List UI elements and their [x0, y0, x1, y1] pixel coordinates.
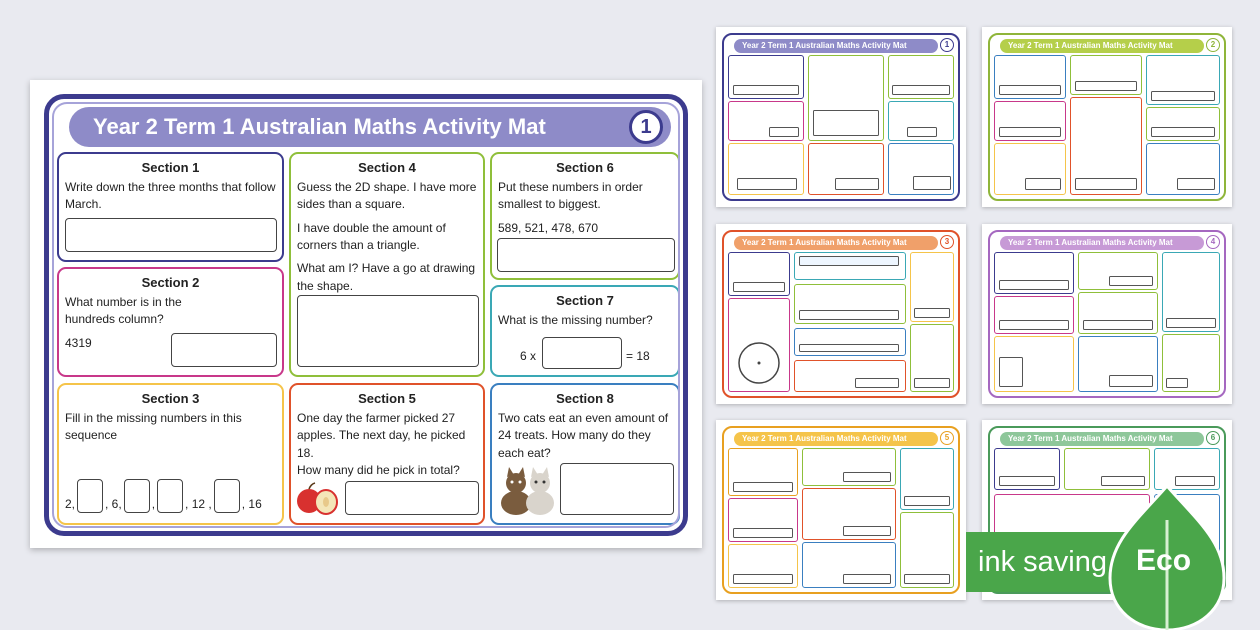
activity-mat-sheet [30, 80, 702, 548]
thumbnail-answer-box [799, 344, 899, 352]
thumbnail-section [994, 101, 1066, 141]
thumbnail-title-banner [1000, 236, 1204, 250]
thumbnail-section [728, 143, 804, 195]
thumbnail-answer-box [1151, 127, 1215, 137]
thumbnail-section [728, 101, 804, 141]
thumbnail-number-badge: 4 [1206, 235, 1220, 249]
section-2 [57, 267, 284, 377]
thumbnail-section [794, 360, 906, 392]
sequence-number: , 16 [241, 496, 262, 511]
thumbnail-section [910, 324, 954, 392]
section-1 [57, 152, 284, 262]
thumbnail-mat-1[interactable] [716, 27, 966, 207]
thumbnail-title: Year 2 Term 1 Australian Maths Activity Mat [1008, 238, 1173, 247]
thumbnail-section [994, 55, 1066, 99]
thumbnail-answer-box [813, 110, 879, 136]
section-6 [490, 152, 680, 280]
thumbnail-answer-box [1109, 276, 1153, 286]
answer-box[interactable] [171, 333, 277, 367]
answer-box[interactable] [345, 481, 479, 515]
thumbnail-mat-2[interactable] [982, 27, 1232, 207]
thumbnail-section [1146, 143, 1220, 195]
thumbnail-title-banner [734, 432, 938, 446]
thumbnail-section [1078, 252, 1158, 290]
section-heading: Section 8 [556, 391, 614, 406]
sequence-blank[interactable] [214, 479, 240, 513]
thumbnail-answer-box [799, 310, 899, 320]
sequence-number: , 12 , [185, 496, 212, 511]
section-question: I have double the amount of corners than a triangle. [297, 220, 446, 253]
thumbnail-answer-box [999, 320, 1069, 330]
thumbnail-answer-box [1075, 81, 1137, 91]
section-heading: Section 6 [556, 160, 614, 175]
thumbnail-number-badge: 6 [1206, 431, 1220, 445]
thumbnail-section [994, 143, 1066, 195]
section-question: What is the missing number? [498, 312, 653, 327]
section-question: What am I? Have a go at drawing the shape. [297, 261, 476, 293]
sequence-number: , 6, [105, 496, 122, 511]
thumbnail-title: Year 2 Term 1 Australian Maths Activity Mat [1008, 41, 1173, 50]
cats-icon [494, 459, 560, 519]
section-heading: Section 7 [556, 293, 614, 308]
thumbnail-answer-box [999, 85, 1061, 95]
thumbnail-section [728, 55, 804, 99]
thumbnail-section [794, 328, 906, 356]
thumbnail-answer-box [769, 127, 799, 137]
section-heading: Section 3 [141, 391, 200, 406]
thumbnail-answer-box [999, 280, 1069, 290]
thumbnail-answer-box [737, 178, 797, 190]
thumbnail-answer-box [999, 127, 1061, 137]
section-number: 4319 [65, 335, 92, 350]
sequence-blank[interactable] [124, 479, 150, 513]
section-5 [289, 383, 485, 525]
drawing-box[interactable] [297, 295, 479, 367]
thumbnail-answer-box [914, 378, 950, 388]
section-question: Fill in the missing numbers in this sequence [65, 410, 242, 443]
thumbnail-section [794, 252, 906, 280]
section-numbers: 589, 521, 478, 670 [498, 220, 599, 235]
section-3 [57, 383, 284, 525]
thumbnail-title-banner [1000, 432, 1204, 446]
thumbnail-title: Year 2 Term 1 Australian Maths Activity Mat [742, 41, 907, 50]
thumbnail-answer-box [855, 378, 899, 388]
mat-frame [44, 94, 688, 536]
thumbnail-answer-box [892, 85, 950, 95]
thumbnail-answer-box [733, 574, 793, 584]
thumbnail-answer-box [1166, 378, 1188, 388]
thumbnail-section [808, 143, 884, 195]
equation-left: 6 x [520, 348, 537, 363]
eco-label: Eco [1136, 544, 1192, 577]
section-heading: Section 4 [358, 160, 416, 175]
thumbnail-section [728, 544, 798, 588]
section-heading: Section 2 [141, 275, 200, 290]
section-4 [289, 152, 485, 377]
mat-title: Year 2 Term 1 Australian Maths Activity Mat [93, 114, 546, 139]
thumbnail-number-badge: 2 [1206, 38, 1220, 52]
thumbnail-answer-box [913, 176, 951, 190]
answer-box[interactable] [560, 463, 674, 515]
section-question: Guess the 2D shape. I have more sides than a square. [297, 179, 477, 212]
thumbnail-title: Year 2 Term 1 Australian Maths Activity Mat [742, 434, 907, 443]
equation-right: = 18 [626, 348, 650, 363]
thumbnail-section [994, 336, 1074, 392]
section-question: What number is in the hundreds column? [65, 294, 182, 327]
thumbnail-mat-4[interactable] [982, 224, 1232, 404]
section-question: One day the farmer picked 27 apples. The next day, he picked 18. [297, 410, 466, 460]
sequence-number: 2, [65, 496, 76, 511]
thumbnail-answer-box [843, 526, 891, 536]
thumbnail-answer-box [799, 256, 899, 266]
thumbnail-answer-box [904, 574, 950, 584]
thumbnail-answer-box [733, 482, 793, 492]
thumbnail-answer-box [1075, 178, 1137, 190]
thumbnail-section [808, 55, 884, 141]
thumbnail-answer-box [843, 574, 891, 584]
thumbnail-section [1070, 55, 1142, 95]
sequence-blank[interactable] [77, 479, 103, 513]
mat-title-banner [69, 107, 671, 147]
thumbnail-title: Year 2 Term 1 Australian Maths Activity Mat [1008, 434, 1173, 443]
thumbnail-mat-3[interactable] [716, 224, 966, 404]
thumbnail-answer-box [1166, 318, 1216, 328]
thumbnail-section [728, 498, 798, 542]
thumbnail-section [1162, 334, 1220, 392]
section-heading: Section 5 [358, 391, 416, 406]
thumbnail-answer-box [1109, 375, 1153, 387]
thumbnail-mat-5[interactable] [716, 420, 966, 600]
thumbnail-answer-box [1025, 178, 1061, 190]
thumbnail-number-badge: 5 [940, 431, 954, 445]
thumbnail-number-badge: 3 [940, 235, 954, 249]
thumbnail-answer-box [907, 127, 937, 137]
thumbnail-section [888, 101, 954, 141]
thumbnail-section [1162, 252, 1220, 332]
thumbnail-section [1078, 292, 1158, 334]
thumbnail-answer-box [914, 308, 950, 318]
thumbnail-answer-box [904, 496, 950, 506]
section-heading: Section 1 [141, 160, 200, 175]
thumbnail-answer-box [999, 357, 1023, 387]
thumbnail-section [794, 284, 906, 324]
section-question: Two cats eat an even amount of 24 treats. How many do they each eat? [498, 410, 669, 460]
thumbnail-answer-box [733, 85, 799, 95]
thumbnail-section [802, 448, 896, 486]
apple-icon [295, 481, 339, 517]
ink-saving-eco-badge [966, 532, 1236, 592]
number-sequence [65, 479, 262, 513]
sequence-number: , [151, 496, 156, 511]
section-question: Write down the three months that follow March. [65, 179, 276, 212]
thumbnail-title-banner [1000, 39, 1204, 53]
thumbnail-section [728, 298, 790, 392]
section-8 [490, 383, 680, 525]
thumbnail-title: Year 2 Term 1 Australian Maths Activity Mat [742, 238, 907, 247]
thumbnail-section [900, 448, 954, 510]
answer-box[interactable] [65, 218, 277, 252]
thumbnail-answer-box [835, 178, 879, 190]
thumbnail-section [802, 488, 896, 540]
clock-icon [737, 341, 781, 385]
sequence-blank[interactable] [157, 479, 183, 513]
mat-number-badge: 1 [629, 110, 663, 144]
thumbnail-answer-box [843, 472, 891, 482]
thumbnail-title-banner [734, 236, 938, 250]
thumbnail-section [1146, 107, 1220, 141]
ink-saving-label: ink saving [966, 532, 1162, 592]
thumbnail-section [728, 252, 790, 296]
thumbnail-section [994, 296, 1074, 334]
thumbnail-section [994, 448, 1060, 490]
thumbnail-answer-box [999, 476, 1055, 486]
thumbnail-section [802, 542, 896, 588]
thumbnail-section [1070, 97, 1142, 195]
thumbnail-section [900, 512, 954, 588]
answer-box[interactable] [542, 337, 622, 369]
section-7 [490, 285, 680, 377]
thumbnail-section [728, 448, 798, 496]
thumbnail-title-banner [734, 39, 938, 53]
thumbnail-answer-box [733, 528, 793, 538]
thumbnail-section [1078, 336, 1158, 392]
thumbnail-answer-box [1151, 91, 1215, 101]
thumbnail-answer-box [1177, 178, 1215, 190]
thumbnail-section [994, 252, 1074, 294]
thumbnail-section [888, 55, 954, 99]
thumbnail-section [910, 252, 954, 322]
answer-box[interactable] [497, 238, 675, 272]
thumbnail-answer-box [733, 282, 785, 292]
thumbnail-answer-box [1083, 320, 1153, 330]
thumbnail-section [888, 143, 954, 195]
thumbnail-section [1146, 55, 1220, 105]
thumbnail-number-badge: 1 [940, 38, 954, 52]
section-question: How many did he pick in total? [297, 463, 460, 478]
section-question: Put these numbers in order smallest to biggest. [498, 179, 643, 212]
